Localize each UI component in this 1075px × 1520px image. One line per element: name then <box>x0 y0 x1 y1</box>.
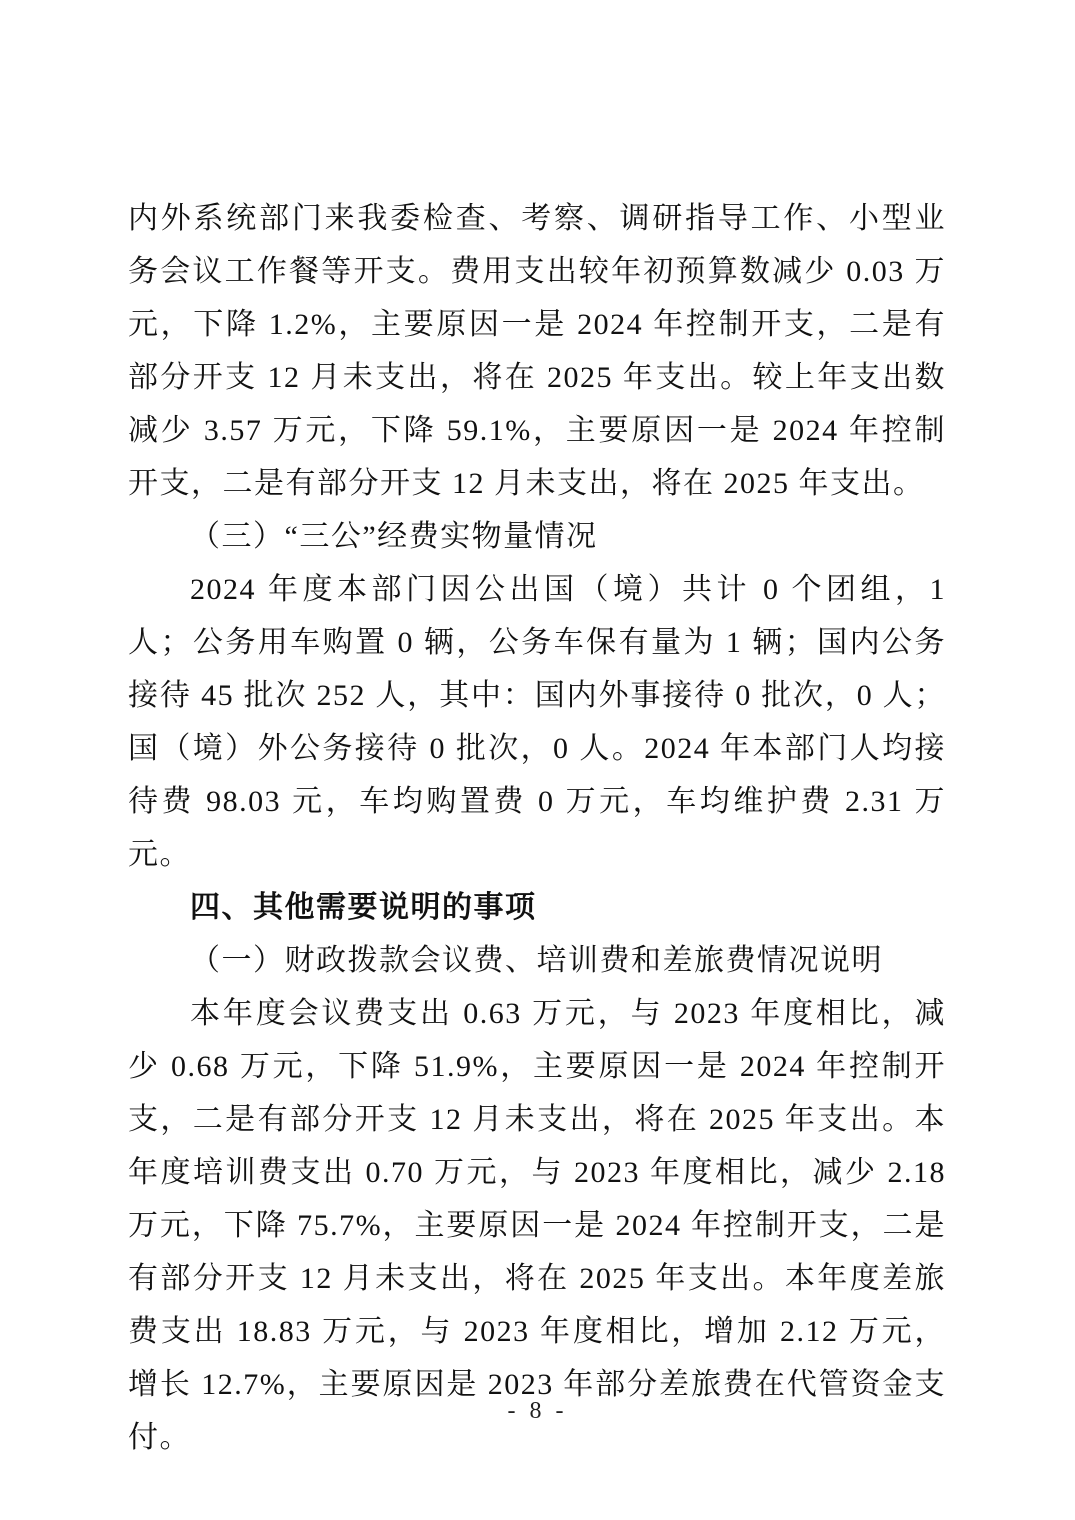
content-area <box>128 192 946 1464</box>
subsection-heading-fees-explanation: （一）财政拨款会议费、培训费和差旅费情况说明 <box>190 944 883 977</box>
paragraph-expense-continuation: 内外系统部门来我委检查、考察、调研指导工作、小型业务会议工作餐等开支。费用支出较年初预算数减少 0.03 万元，下降 1.2%，主要原因一是 2024 年控制开支，二是有部分开支 12 月未支出，将在 2025 年支出。较上年支出数减少 3.57 万元，下降 59.1%，主要原因一是 2024 年控制开支，二是有部分开支 12 月未支出，将在 2025 年支出。 <box>128 202 946 500</box>
section-heading-other-matters: 四、其他需要说明的事项 <box>190 891 537 924</box>
page-number: - 8 - <box>507 1398 568 1424</box>
subsection-heading-three-public-funds: （三）“三公”经费实物量情况 <box>190 520 598 553</box>
paragraph-physical-quantity: 2024 年度本部门因公出国（境）共计 0 个团组，1 人；公务用车购置 0 辆，公务车保有量为 1 辆；国内公务接待 45 批次 252 人，其中：国内外事接待 0 批次，0 人；国（境）外公务接待 0 批次，0 人。2024 年本部门人均接待费 98.03 元，车均购置费 0 万元，车均维护费 2.31 万元。 <box>128 573 946 871</box>
paragraph-fees-detail: 本年度会议费支出 0.63 万元，与 2023 年度相比，减少 0.68 万元，下降 51.9%，主要原因一是 2024 年控制开支，二是有部分开支 12 月未支出，将在 2025 年支出。本年度培训费支出 0.70 万元，与 2023 年度相比，减少 2.18 万元，下降 75.7%，主要原因一是 2024 年控制开支，二是有部分开支 12 月未支出，将在 2025 年支出。本年度差旅费支出 18.83 万元，与 2023 年度相比，增加 2.12 万元，增长 12.7%，主要原因是 2023 年部分差旅费在代管资金支付。 <box>128 997 946 1454</box>
